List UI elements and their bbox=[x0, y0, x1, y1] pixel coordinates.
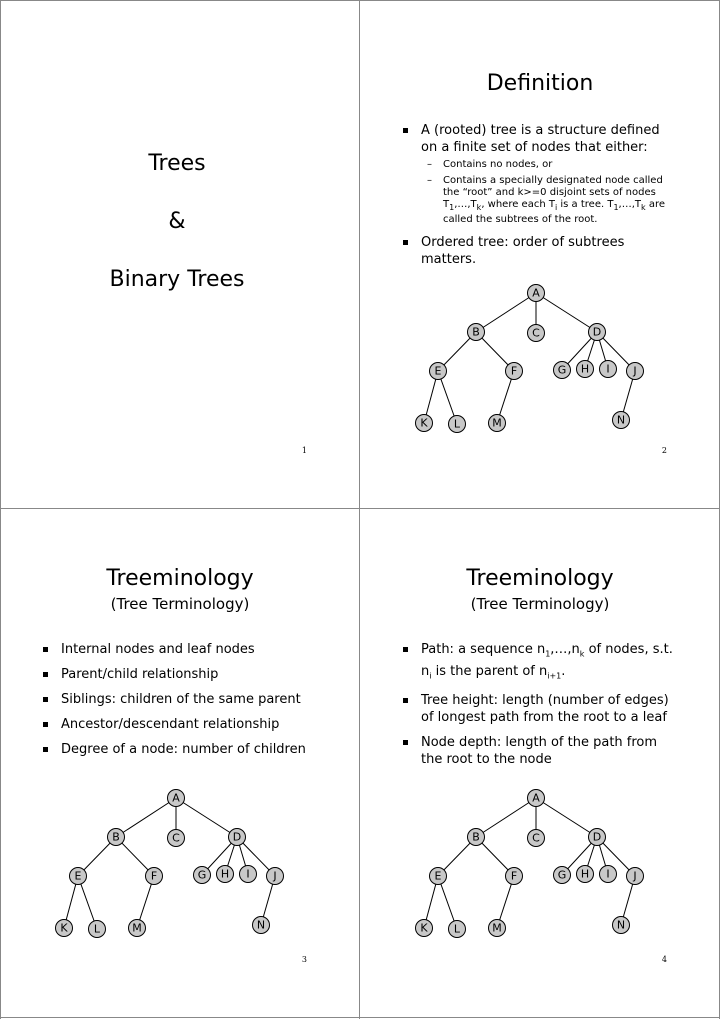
tree-node bbox=[554, 867, 571, 884]
tree-node-label: F bbox=[510, 869, 518, 883]
tree-node-label: A bbox=[532, 286, 540, 300]
tree-node-label: J bbox=[633, 869, 637, 883]
text: ,…,T bbox=[454, 199, 477, 210]
sub-bullet-item: – Contains no nodes, or bbox=[427, 159, 675, 171]
subscript: i bbox=[554, 203, 558, 212]
tree-node-label: M bbox=[132, 921, 142, 935]
tree-node bbox=[577, 361, 594, 378]
tree-node-label: C bbox=[172, 831, 180, 845]
text: Path: a sequence n bbox=[421, 642, 546, 657]
tree-node-label: H bbox=[220, 867, 230, 881]
tree-node bbox=[577, 866, 594, 883]
subscript: k bbox=[641, 203, 646, 212]
bullet-item: Internal nodes and leaf nodes bbox=[43, 641, 333, 658]
text: , where each T bbox=[481, 199, 555, 210]
slide-2-title: Definition bbox=[486, 71, 594, 96]
subscript: i bbox=[429, 671, 432, 681]
tree-edge bbox=[536, 293, 597, 332]
tree-node-label: E bbox=[434, 364, 442, 378]
slide-4 bbox=[361, 510, 719, 1016]
tree-edge bbox=[116, 798, 176, 837]
tree-node-label: K bbox=[420, 416, 428, 430]
tree-node bbox=[217, 866, 234, 883]
tree-node-label: G bbox=[557, 868, 567, 882]
tree-node bbox=[506, 363, 523, 380]
tree-edge bbox=[476, 293, 536, 332]
tree-node-label: H bbox=[580, 362, 590, 376]
tree-node-label: D bbox=[592, 830, 602, 844]
tree-node bbox=[489, 415, 506, 432]
tree-node-label: A bbox=[532, 791, 540, 805]
slide-2-bullet-list bbox=[403, 122, 675, 276]
tree-node bbox=[229, 829, 246, 846]
text: . bbox=[561, 663, 566, 679]
tree-node bbox=[416, 415, 433, 432]
tree-node-label: I bbox=[606, 867, 610, 881]
tree-diagram bbox=[49, 786, 289, 941]
tree-node bbox=[554, 362, 571, 379]
tree-node bbox=[589, 829, 606, 846]
tree-node-label: C bbox=[532, 326, 540, 340]
text: ,…,n bbox=[550, 642, 580, 657]
tree-node-label: N bbox=[616, 413, 626, 427]
text: is a tree. T bbox=[557, 199, 614, 210]
tree-node bbox=[627, 363, 644, 380]
subscript: 1 bbox=[449, 203, 455, 212]
tree-node-label: B bbox=[112, 830, 120, 844]
tree-node-label: B bbox=[472, 325, 480, 339]
bullet-item: Node depth: length of the path from the root to the node bbox=[403, 734, 679, 768]
tree-node-label: M bbox=[492, 416, 502, 430]
slide-1 bbox=[1, 1, 359, 507]
tree-node bbox=[430, 363, 447, 380]
bullet-item bbox=[403, 122, 675, 226]
tree-node-label: E bbox=[74, 869, 82, 883]
tree-node-label: G bbox=[557, 363, 567, 377]
bullet-item bbox=[403, 641, 679, 684]
grid-divider-horizontal bbox=[0, 508, 720, 509]
tree-node bbox=[416, 920, 433, 937]
tree-node bbox=[129, 920, 146, 937]
tree-node bbox=[240, 866, 257, 883]
tree-node bbox=[70, 868, 87, 885]
tree-edge bbox=[536, 798, 597, 837]
tree-node bbox=[600, 866, 617, 883]
slide-number: 1 bbox=[301, 446, 307, 455]
tree-node-label: I bbox=[606, 362, 610, 376]
tree-node bbox=[528, 325, 545, 342]
tree-node bbox=[528, 285, 545, 302]
tree-node bbox=[430, 868, 447, 885]
tree-diagram bbox=[409, 281, 649, 436]
grid-divider-vertical bbox=[359, 0, 360, 1019]
slide-4-subtitle: (Tree Terminology) bbox=[470, 595, 610, 613]
tree-node-label: D bbox=[592, 325, 602, 339]
text: of nodes, s.t. n bbox=[421, 642, 673, 679]
slide-4-bullet-list bbox=[403, 641, 679, 776]
tree-node-label: L bbox=[93, 922, 101, 936]
tree-node-label: C bbox=[532, 831, 540, 845]
bullet-text: A (rooted) tree is a structure defined on a finite set of nodes that either: bbox=[421, 123, 660, 155]
text: Contains a specially designated node called the “root” and k>=0 disjoint sets of nodes T bbox=[443, 175, 663, 210]
tree-node bbox=[600, 361, 617, 378]
bullet-item: Ordered tree: order of subtrees matters. bbox=[403, 234, 675, 268]
tree-node bbox=[613, 917, 630, 934]
bullet-item: Tree height: length (number of edges) of longest path from the root to a leaf bbox=[403, 692, 679, 726]
subscript: 1 bbox=[613, 203, 619, 212]
tree-node-label: J bbox=[633, 364, 637, 378]
slide-number: 2 bbox=[661, 446, 667, 455]
tree-node-label: H bbox=[580, 867, 590, 881]
tree-node bbox=[108, 829, 125, 846]
tree-node bbox=[528, 790, 545, 807]
slide-3 bbox=[1, 510, 359, 1016]
tree-node bbox=[168, 790, 185, 807]
tree-node bbox=[449, 416, 466, 433]
tree-diagram bbox=[409, 786, 649, 941]
subscript: k bbox=[579, 649, 585, 659]
subscript: 1 bbox=[545, 649, 551, 659]
tree-node-label: I bbox=[246, 867, 250, 881]
tree-edge bbox=[176, 798, 237, 837]
subscript: i+1 bbox=[547, 671, 562, 681]
sub-bullet-item bbox=[427, 175, 675, 226]
tree-node bbox=[528, 830, 545, 847]
tree-node bbox=[506, 868, 523, 885]
tree-edge bbox=[476, 798, 536, 837]
slide-2 bbox=[361, 1, 719, 507]
text: are called the subtrees of the root. bbox=[443, 199, 666, 225]
slide-number: 3 bbox=[301, 955, 307, 964]
tree-node bbox=[168, 830, 185, 847]
slide-1-ampersand: & bbox=[168, 209, 186, 234]
slide-4-title: Treeminology bbox=[466, 566, 614, 591]
slide-3-title: Treeminology bbox=[106, 566, 254, 591]
bullet-item: Ancestor/descendant relationship bbox=[43, 716, 333, 733]
slide-3-bullet-list bbox=[43, 641, 333, 766]
tree-node bbox=[89, 921, 106, 938]
slide-1-title-trees: Trees bbox=[148, 151, 206, 176]
tree-node-label: G bbox=[197, 868, 207, 882]
tree-node-label: M bbox=[492, 921, 502, 935]
tree-node bbox=[194, 867, 211, 884]
tree-node-label: F bbox=[510, 364, 518, 378]
tree-node-label: L bbox=[453, 417, 461, 431]
slide-1-title-binary-trees: Binary Trees bbox=[109, 267, 245, 292]
tree-node-label: E bbox=[434, 869, 442, 883]
grid-border-bottom bbox=[0, 1017, 720, 1018]
tree-node bbox=[267, 868, 284, 885]
text: ,…,T bbox=[618, 199, 642, 210]
slide-3-subtitle: (Tree Terminology) bbox=[110, 595, 250, 613]
tree-node-label: N bbox=[616, 918, 626, 932]
text: is the parent of n bbox=[431, 663, 548, 679]
slide-number: 4 bbox=[661, 955, 667, 964]
tree-node bbox=[468, 829, 485, 846]
subscript: k bbox=[476, 203, 482, 212]
bullet-item: Parent/child relationship bbox=[43, 666, 333, 683]
tree-node bbox=[449, 921, 466, 938]
tree-node-label: J bbox=[273, 869, 277, 883]
tree-node-label: K bbox=[60, 921, 68, 935]
tree-node bbox=[613, 412, 630, 429]
tree-node-label: L bbox=[453, 922, 461, 936]
bullet-item: Siblings: children of the same parent bbox=[43, 691, 333, 708]
tree-node-label: D bbox=[232, 830, 242, 844]
tree-node-label: A bbox=[172, 791, 180, 805]
tree-node bbox=[146, 868, 163, 885]
tree-node bbox=[489, 920, 506, 937]
tree-node bbox=[253, 917, 270, 934]
tree-node bbox=[627, 868, 644, 885]
bullet-item: Degree of a node: number of children bbox=[43, 741, 333, 758]
tree-node-label: B bbox=[472, 830, 480, 844]
sub-bullet-list bbox=[427, 159, 675, 226]
tree-node bbox=[589, 324, 606, 341]
tree-node-label: N bbox=[256, 918, 266, 932]
tree-node bbox=[468, 324, 485, 341]
tree-node bbox=[56, 920, 73, 937]
tree-node-label: K bbox=[420, 921, 428, 935]
tree-node-label: F bbox=[150, 869, 158, 883]
